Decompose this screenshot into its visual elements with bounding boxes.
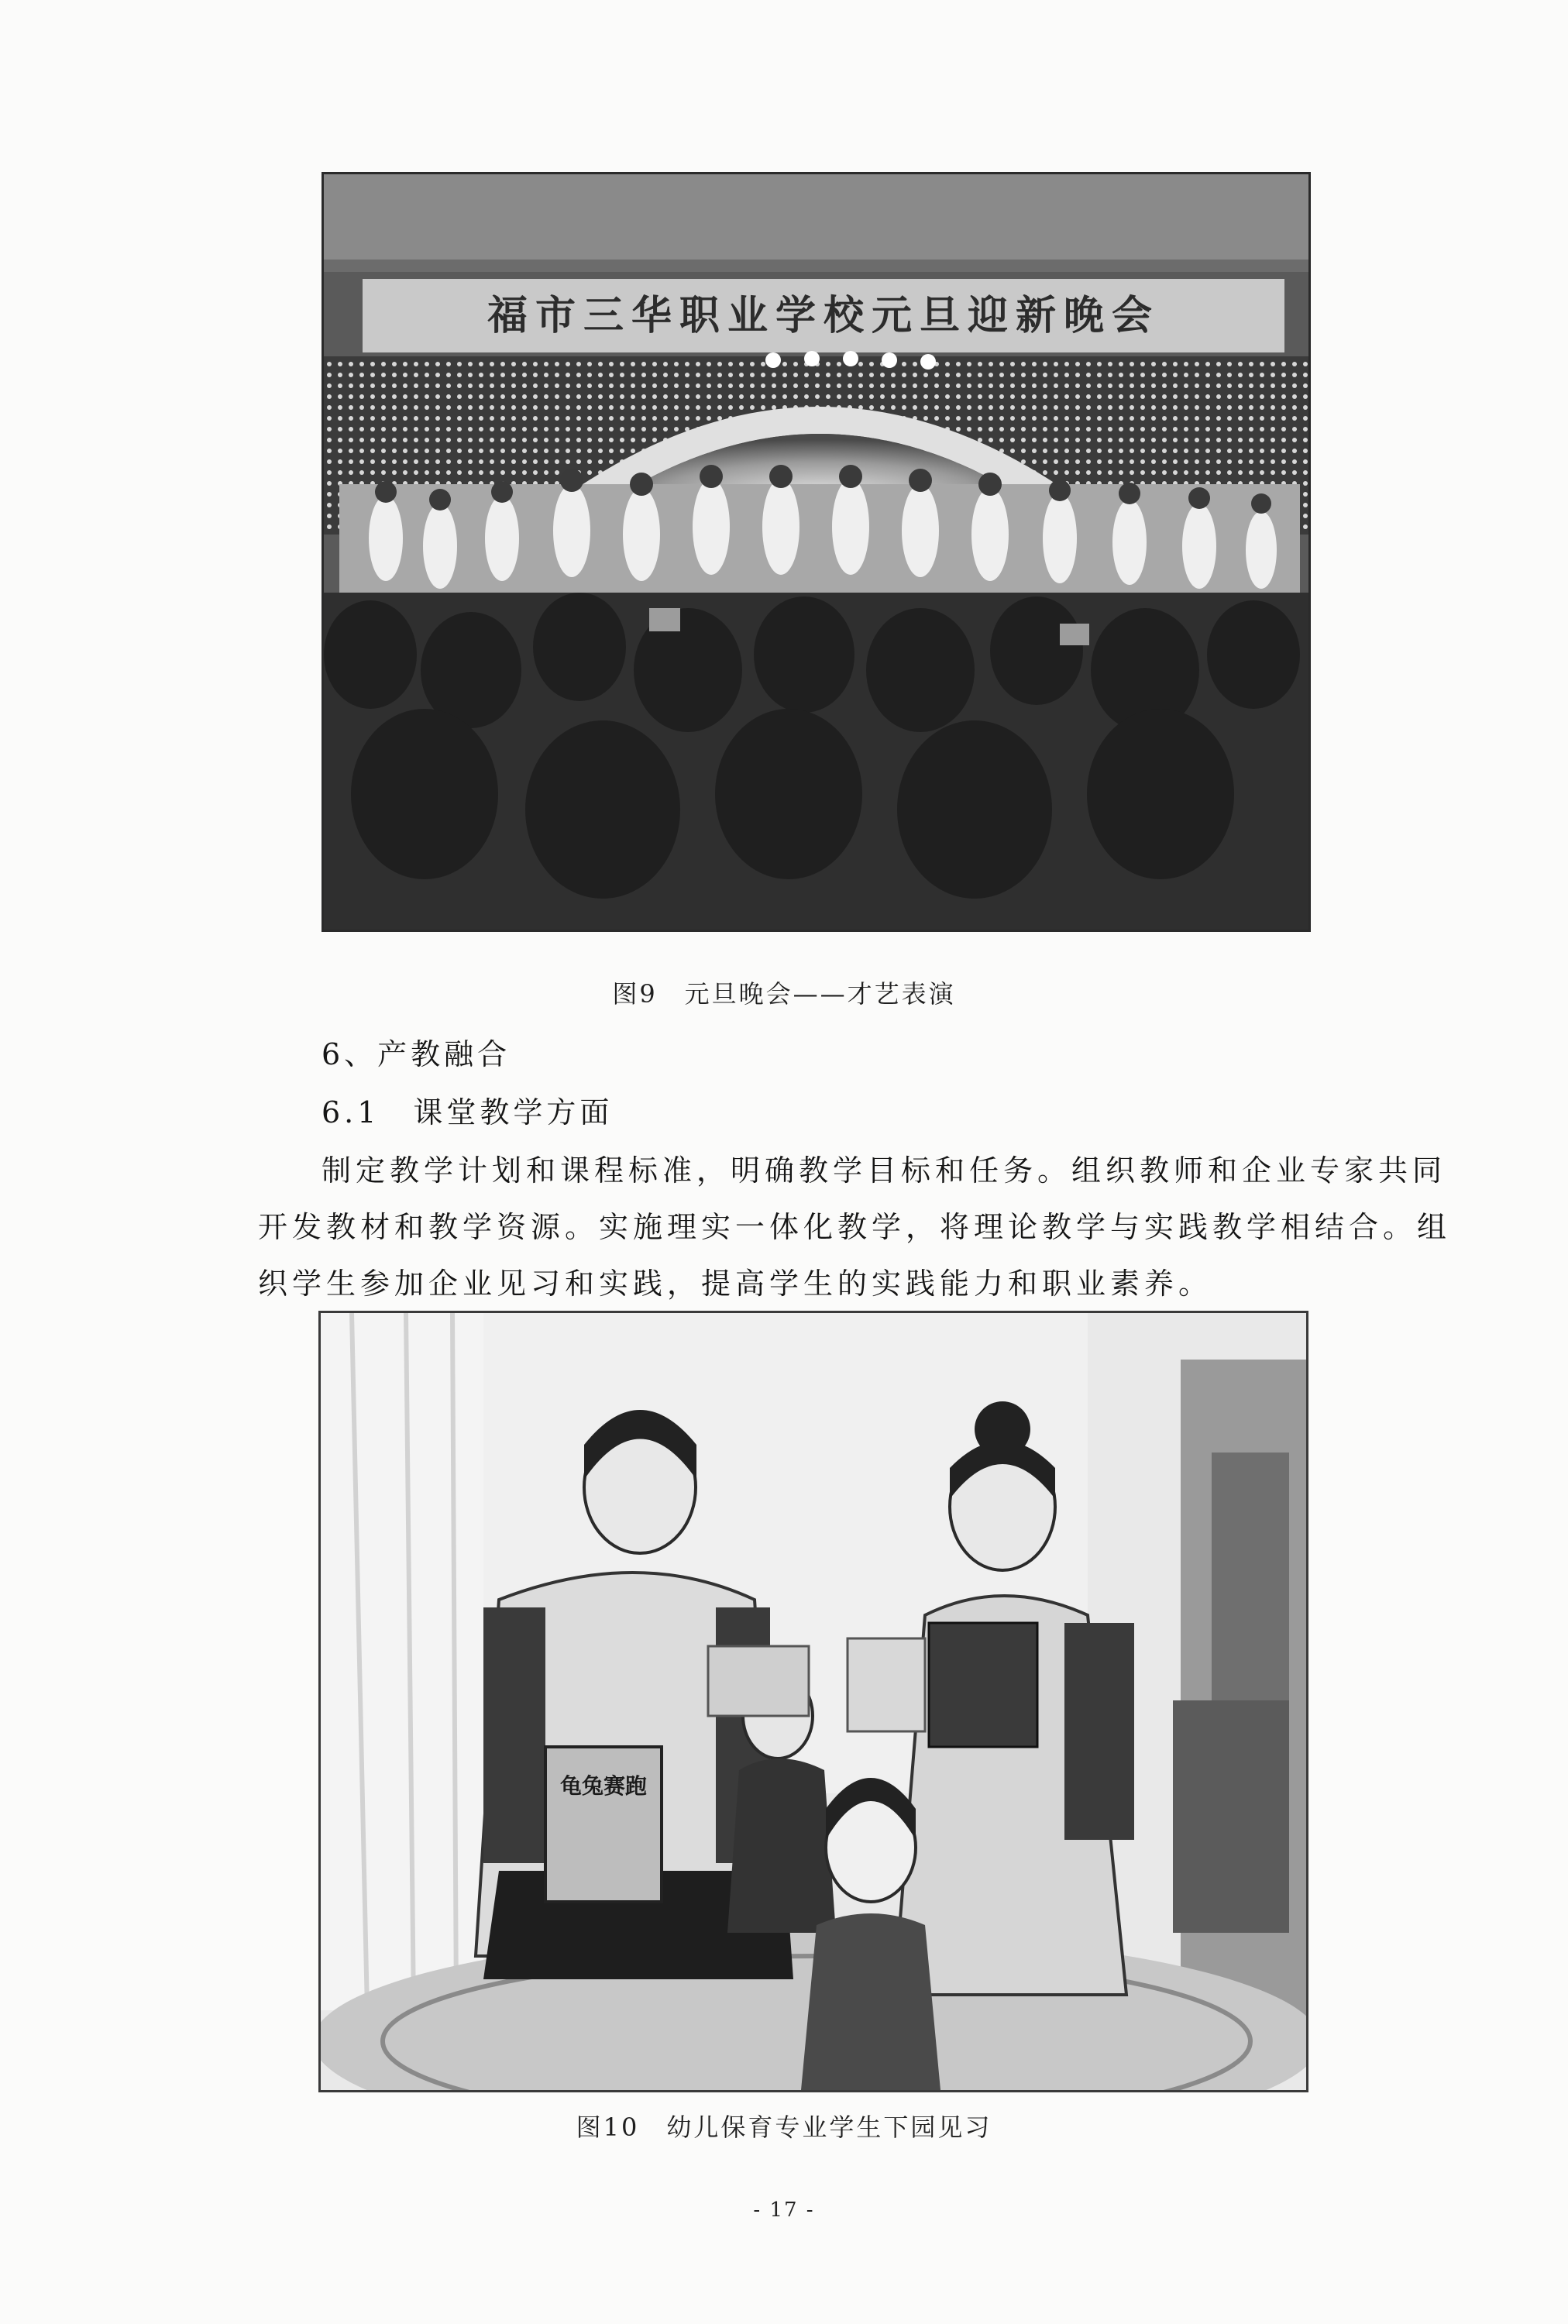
figure-10-caption: 图10 幼儿保育专业学生下园见习 (576, 2113, 992, 2142)
subsection-heading: 6.1 课堂教学方面 (322, 1095, 614, 1129)
section-heading: 6、产教融合 (322, 1037, 511, 1071)
paragraph-line: 制定教学计划和课程标准，明确教学目标和任务。组织教师和企业专家共同 (322, 1153, 1447, 1188)
gala-photo-illustration (324, 174, 1308, 930)
book-title-left: 龟兔赛跑 (559, 1773, 648, 1799)
paragraph-line: 织学生参加企业见习和实践，提高学生的实践能力和职业素养。 (258, 1267, 1213, 1301)
paragraph-line: 开发教材和教学资源。实施理实一体化教学，将理论教学与实践教学相结合。组 (258, 1210, 1452, 1244)
kindergarten-photo-illustration (321, 1313, 1306, 2090)
page-number: - 17 - (753, 2199, 815, 2222)
kindergarten-visit-photo (318, 1311, 1308, 2092)
gala-performance-photo (322, 172, 1311, 932)
gala-banner-text: 福市三华职业学校元旦迎新晚会 (487, 293, 1161, 339)
figure-9-caption: 图9 元旦晚会——才艺表演 (612, 979, 956, 1009)
